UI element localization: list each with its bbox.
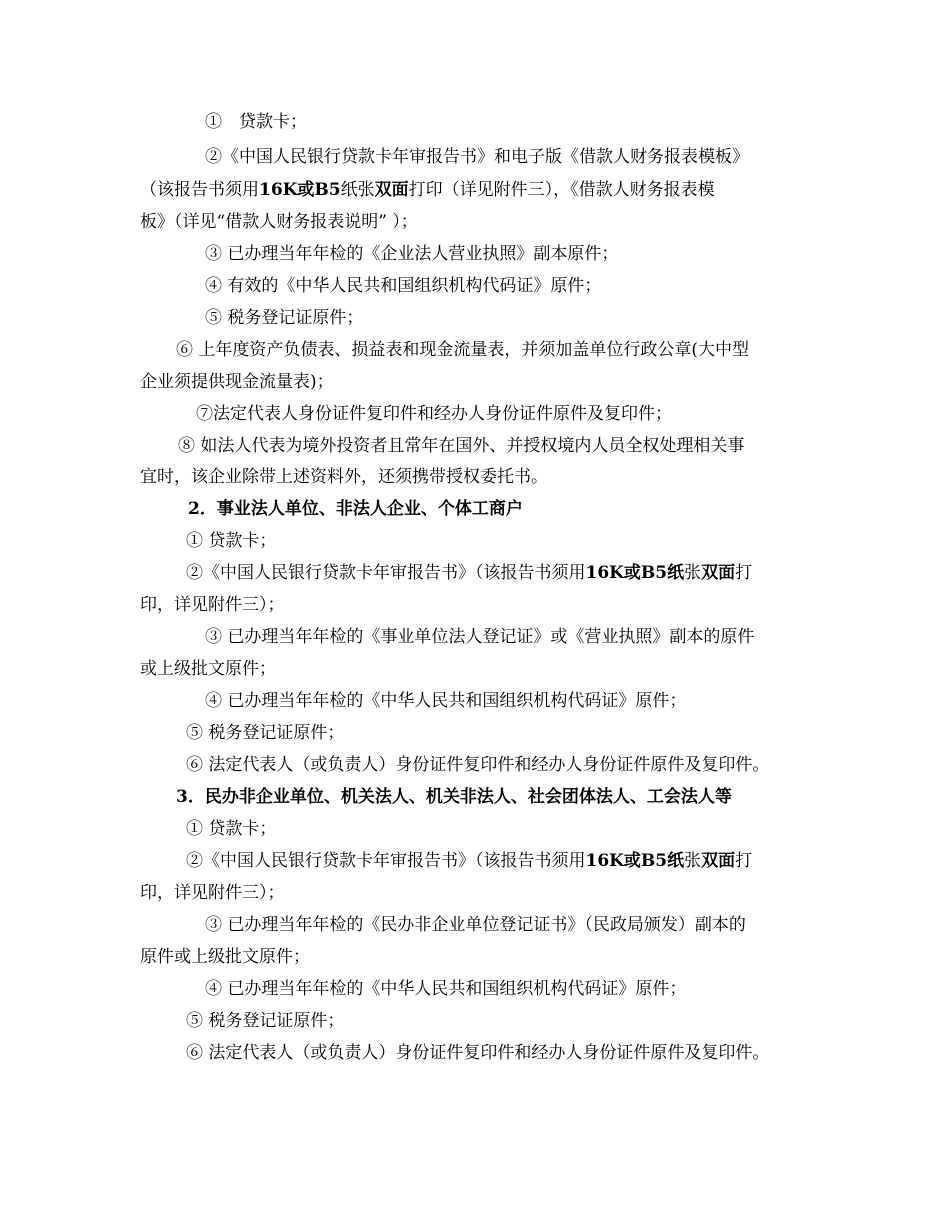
s1-item-2-line-2: [140, 180, 715, 200]
s3-item-2-text-e: 打: [735, 851, 753, 871]
s2-item-4: ④ 已办理当年年检的《中华人民共和国组织机构代码证》原件；: [205, 691, 687, 711]
s3-item-2-text-a: ②《中国人民银行贷款卡年审报告书》（该报告书须用: [186, 851, 586, 871]
s2-item-3-line-2: 或上级批文原件；: [140, 659, 276, 679]
s3-item-2-line-1: [186, 851, 752, 871]
s3-item-3-line-2: 原件或上级批文原件；: [140, 947, 310, 967]
s3-item-2-paper-size: 16K或B5纸: [585, 851, 685, 871]
s3-item-1: ① 贷款卡；: [186, 819, 277, 839]
s3-item-2-text-c: 张: [684, 851, 702, 871]
s2-item-2-text-e: 打: [735, 563, 753, 583]
s1-item-2-line-1: ②《中国人民银行贷款卡年审报告书》和电子版《借款人财务报表模板》: [205, 147, 749, 167]
s2-item-2-paper-size: 16K或B5纸: [585, 563, 685, 583]
s2-item-3-line-1: ③ 已办理当年年检的《事业单位法人登记证》或《营业执照》副本的原件: [205, 627, 755, 647]
s1-item-2-duplex: 双面: [374, 180, 409, 200]
s1-item-6-line-2: 企业须提供现金流量表)；: [140, 372, 334, 392]
s1-item-2-text-e: 打印（详见附件三），《借款人财务报表模: [408, 180, 715, 200]
s3-item-3-line-1: ③ 已办理当年年检的《民办非企业单位登记证书》（民政局颁发）副本的: [205, 915, 746, 935]
s3-item-2-duplex: 双面: [701, 851, 736, 871]
s1-item-1: ① 贷款卡；: [205, 112, 307, 132]
s1-item-2-line-3: 板》（详见“借款人财务报表说明” ）；: [140, 212, 418, 232]
s2-item-1: ① 贷款卡；: [186, 531, 277, 551]
s2-item-2-duplex: 双面: [701, 563, 736, 583]
s2-item-2-line-1: [186, 563, 752, 583]
s3-item-5: ⑤ 税务登记证原件；: [186, 1011, 345, 1031]
s1-item-2-text-c: 纸张: [340, 180, 375, 200]
s2-heading: 2．事业法人单位、非法人企业、个体工商户: [188, 499, 523, 519]
s1-item-4: ④ 有效的《中华人民共和国组织机构代码证》原件；: [205, 276, 602, 296]
s1-item-7: ⑦法定代表人身份证件复印件和经办人身份证件原件及复印件；: [196, 404, 672, 424]
s3-item-6: ⑥ 法定代表人（或负责人）身份证件复印件和经办人身份证件原件及复印件。: [186, 1043, 770, 1063]
s3-item-2-line-2: 印，详见附件三）；: [140, 883, 285, 903]
s1-item-3: ③ 已办理当年年检的《企业法人营业执照》副本原件；: [205, 244, 619, 264]
s1-item-2-paper-size: 16K或B5: [259, 180, 341, 200]
s1-item-6-line-1: ⑥ 上年度资产负债表、损益表和现金流量表，并须加盖单位行政公章(大中型: [176, 340, 750, 360]
s1-item-8-line-1: ⑧ 如法人代表为境外投资者且常年在国外、并授权境内人员全权处理相关事: [178, 436, 745, 456]
s2-item-2-text-a: ②《中国人民银行贷款卡年审报告书》（该报告书须用: [186, 563, 586, 583]
s1-item-2-text-a: （该报告书须用: [140, 180, 259, 200]
s1-item-5: ⑤ 税务登记证原件；: [205, 308, 364, 328]
s2-item-6: ⑥ 法定代表人（或负责人）身份证件复印件和经办人身份证件原件及复印件。: [186, 755, 770, 775]
s1-item-8-line-2: 宜时，该企业除带上述资料外，还须携带授权委托书。: [140, 467, 548, 487]
s2-item-5: ⑤ 税务登记证原件；: [186, 723, 345, 743]
s3-heading: 3．民办非企业单位、机关法人、机关非法人、社会团体法人、工会法人等: [176, 787, 732, 807]
s2-item-2-text-c: 张: [684, 563, 702, 583]
s2-item-2-line-2: 印，详见附件三）；: [140, 595, 285, 615]
s3-item-4: ④ 已办理当年年检的《中华人民共和国组织机构代码证》原件；: [205, 979, 687, 999]
